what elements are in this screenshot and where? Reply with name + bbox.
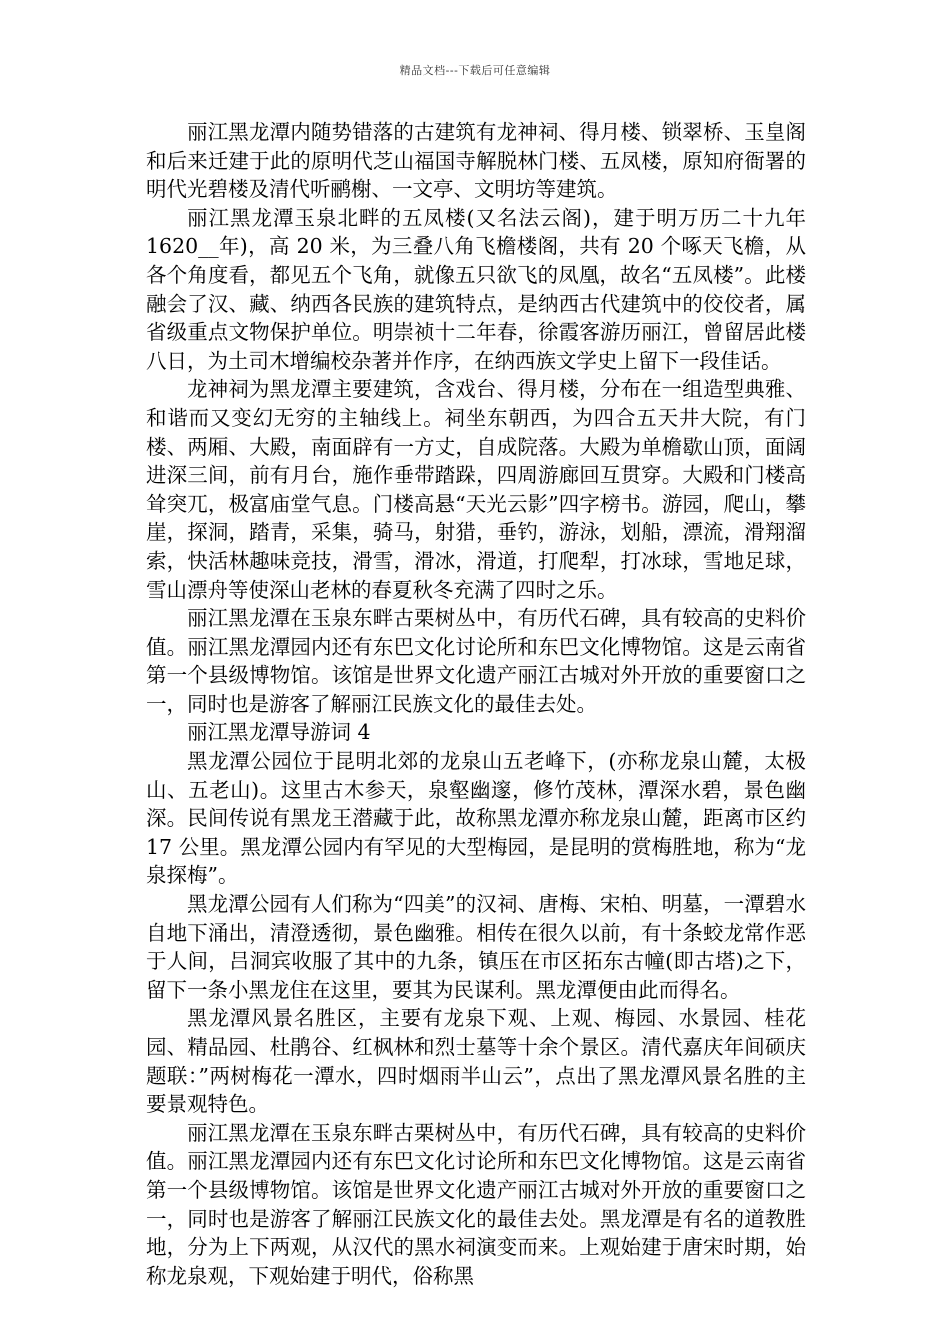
paragraph-scenic-areas: 黑龙潭风景名胜区，主要有龙泉下观、上观、梅园、水景园、桂花园、精品园、杜鹃谷、红枫林和烈士墓等十余个景区。清代嘉庆年间硕庆题联：”两树梅花一潭水，四时烟雨半山云”，点出了黑龙潭风景名胜的主要景观特色。 (146, 1006, 806, 1117)
document-body (146, 118, 806, 1290)
paragraph-steles-museum: 丽江黑龙潭在玉泉东畔古栗树丛中，有历代石碑，具有较高的史料价值。丽江黑龙潭园内还有东巴文化讨论所和东巴文化博物馆。这是云南省第一个县级博物馆。该馆是世界文化遗产丽江古城对外开放的重要窗口之一，同时也是游客了解丽江民族文化的最佳去处。 (146, 606, 806, 716)
paragraph-longshen-temple: 龙神祠为黑龙潭主要建筑，含戏台、得月楼，分布在一组造型典雅、和谐而又变幻无穷的主轴线上。祠坐东朝西，为四合五天井大院，有门楼、两厢、大殿，南面辟有一方丈，自成院落。大殿为单檐歇山顶，面阔进深三间，前有月台，施作垂带踏跺，四周游廊回互贯穿。大殿和门楼高耸突兀，极富庙堂气息。门楼高悬“天光云影”四字榜书。游园，爬山，攀崖，探洞，踏青，采集，骑马，射猎，垂钓，游泳，划船，漂流，滑翔溜索，快活林趣味竞技，滑雪，滑冰，滑道，打爬犁，打冰球，雪地足球，雪山漂舟等使深山老林的春夏秋冬充满了四时之乐。 (146, 377, 806, 602)
paragraph-buildings: 丽江黑龙潭内随势错落的古建筑有龙神祠、得月楼、锁翠桥、玉皇阁和后来迁建于此的原明代芝山福国寺解脱林门楼、五凤楼，原知府衙署的明代光碧楼及清代听鹂榭、一文亭、文明坊等建筑。 (146, 120, 806, 202)
paragraph-park-location: 黑龙潭公园位于昆明北郊的龙泉山五老峰下，(亦称龙泉山麓，太极山、五老山)。这里古木参天，泉壑幽邃，修竹茂林，潭深水碧，景色幽深。民间传说有黑龙王潜藏于此，故称黑龙潭亦称龙泉山麓，距离市区约 17 公里。黑龙潭公园内有罕见的大型梅园，是昆明的赏梅胜地，称为“龙泉探梅”。 (146, 749, 806, 888)
page-header: 精品文档---下载后可任意编辑 (399, 64, 551, 77)
section-heading: 丽江黑龙潭导游词 4 (187, 720, 371, 745)
paragraph-four-beauties: 黑龙潭公园有人们称为“四美”的汉祠、唐梅、宋柏、明墓，一潭碧水自地下涌出，清澄透彻，景色幽雅。相传在很久以前，有十条蛟龙常作恶于人间，吕洞宾收服了其中的九条，镇压在市区拓东古幢(即古塔)之下，留下一条小黑龙住在这里，要其为民谋利。黑龙潭便由此而得名。 (146, 892, 806, 1002)
paragraph-taoist-site: 丽江黑龙潭在玉泉东畔古栗树丛中，有历代石碑，具有较高的史料价值。丽江黑龙潭园内还有东巴文化讨论所和东巴文化博物馆。这是云南省第一个县级博物馆。该馆是世界文化遗产丽江古城对外开放的重要窗口之一，同时也是游客了解丽江民族文化的最佳去处。黑龙潭是有名的道教胜地，分为上下两观，从汉代的黑水祠演变而来。上观始建于唐宋时期，始称龙泉观，下观始建于明代，俗称黑 (146, 1120, 806, 1288)
paragraph-wufeng-tower: 丽江黑龙潭玉泉北畔的五凤楼(又名法云阁)，建于明万历二十九年 1620__年)，高 20 米，为三叠八角飞檐楼阁，共有 20 个啄天飞檐，从各个角度看，都见五个飞角，就像五只欲飞的凤凰，故名“五凤楼”。此楼融会了汉、藏、纳西各民族的建筑特点，是纳西古代建筑中的佼佼者，属省级重点文物保护单位。明崇祯十二年春，徐霞客游历丽江，曾留居此楼八日，为土司木增编校杂著并作序，在纳西族文学史上留下一段佳话。 (146, 205, 806, 373)
